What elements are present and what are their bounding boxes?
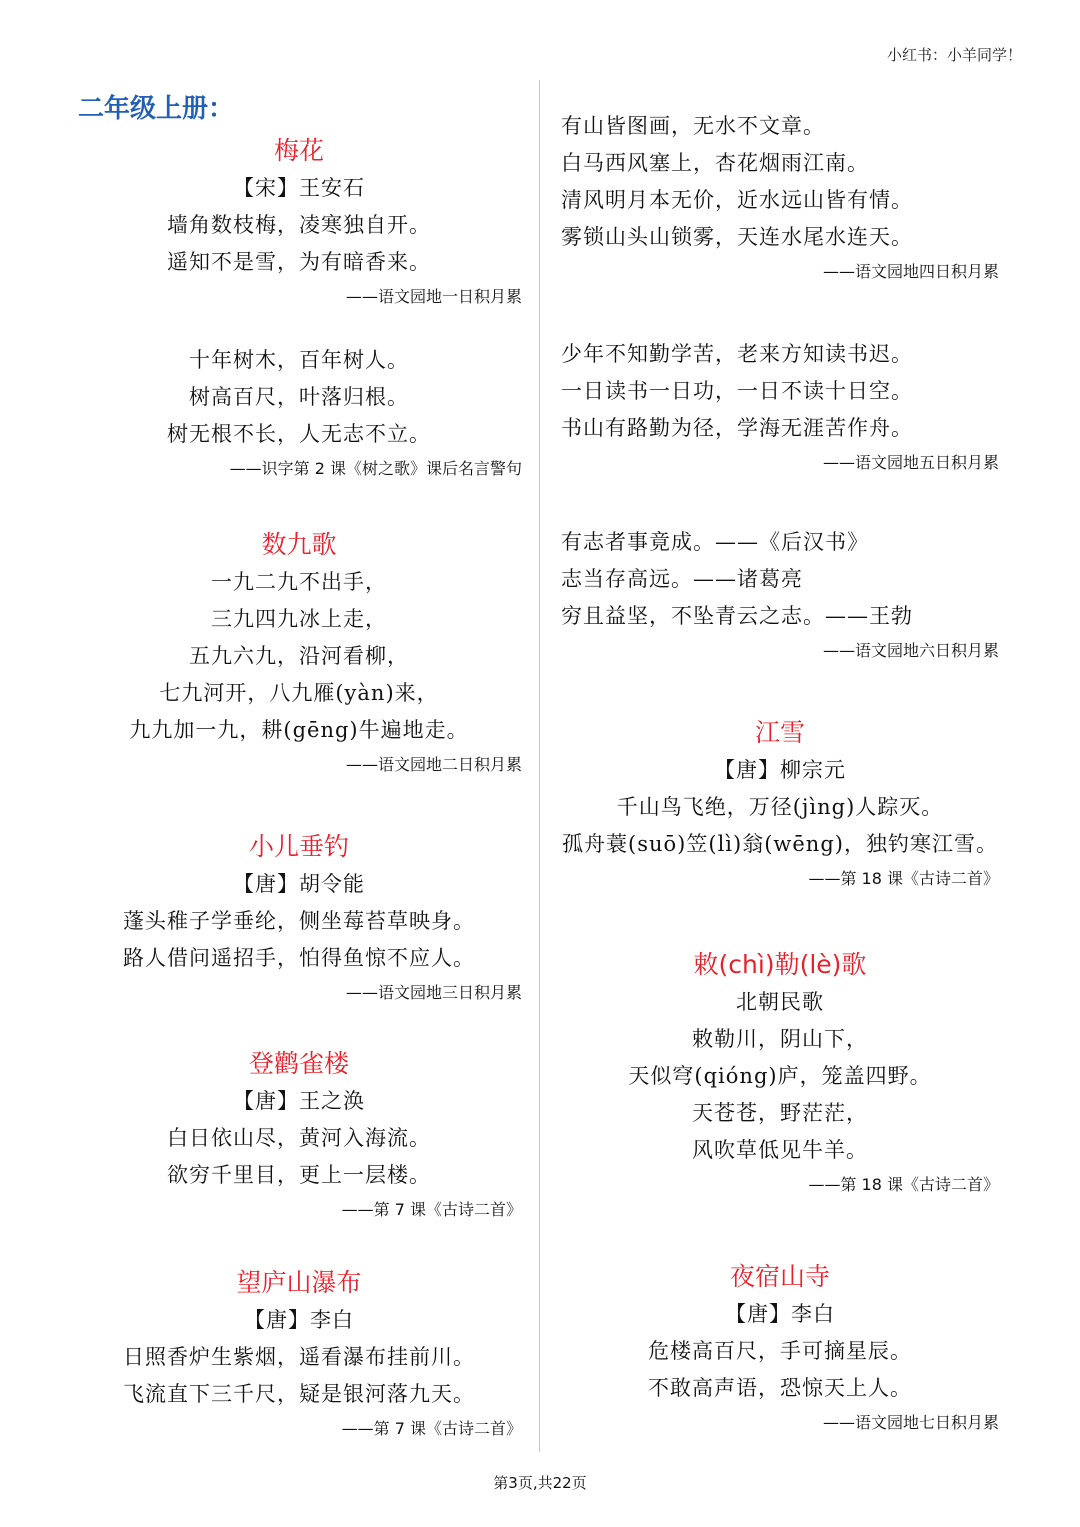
poem-source: ——识字第 2 课《树之歌》课后名言警句 [229, 459, 522, 478]
proverb-block [545, 336, 1015, 479]
poem-source: ——语文园地一日积月累 [345, 287, 522, 306]
poem-line: 五九六九，沿河看柳， [189, 644, 409, 668]
proverb-block [60, 342, 538, 485]
poem-block [60, 828, 538, 1009]
poem-line: 树高百尺，叶落归根。 [189, 385, 409, 409]
poem-source: ——语文园地二日积月累 [345, 755, 522, 774]
poem-line: 日照香炉生紫烟，遥看瀑布挂前川。 [123, 1345, 475, 1369]
poem-line: 三九四九冰上走， [211, 607, 387, 631]
poem-line: 天苍苍，野茫茫， [692, 1101, 868, 1125]
poem-title: 夜宿山寺 [729, 1262, 830, 1291]
poem-line: 九九加一九，耕(gēng)牛遍地走。 [129, 718, 469, 742]
poem-title: 登鹳雀楼 [248, 1049, 349, 1078]
poem-line: 有山皆图画，无水不文章。 [561, 114, 825, 138]
poem-line: 一九二九不出手， [211, 570, 387, 594]
poem-line: 书山有路勤为径，学海无涯苦作舟。 [561, 416, 913, 440]
poem-line: 【唐】柳宗元 [714, 758, 846, 782]
poem-line: 风吹草低见牛羊。 [692, 1138, 868, 1162]
poem-line: 穷且益坚，不坠青云之志。——王勃 [561, 604, 913, 628]
poem-line: 北朝民歌 [736, 990, 824, 1014]
quote-block [545, 524, 1015, 667]
poem-title: 江雪 [754, 718, 805, 747]
poem-line: 墙角数枝梅，凌寒独自开。 [167, 213, 431, 237]
poem-block [545, 946, 1015, 1201]
poem-line: 树无根不长，人无志不立。 [167, 422, 431, 446]
poem-line: 白日依山尽，黄河入海流。 [167, 1126, 431, 1150]
poem-line: 【宋】王安石 [233, 176, 365, 200]
poem-line: 敕勒川，阴山下， [692, 1027, 868, 1051]
poem-title: 小儿垂钓 [248, 832, 349, 861]
poem-block [60, 1264, 538, 1445]
poem-block [60, 526, 538, 781]
poem-title: 数九歌 [261, 530, 337, 559]
poem-line: 飞流直下三千尺，疑是银河落九天。 [123, 1382, 475, 1406]
poem-line: 十年树木，百年树人。 [189, 348, 409, 372]
poem-source: ——第 7 课《古诗二首》 [341, 1419, 522, 1438]
poem-line: 少年不知勤学苦，老来方知读书迟。 [561, 342, 913, 366]
poem-block [545, 714, 1015, 895]
column-divider [539, 80, 540, 1452]
page-number: 第3页,共22页 [493, 1474, 587, 1492]
poem-line: 危楼高百尺，手可摘星辰。 [648, 1339, 912, 1363]
proverb-block [545, 108, 1015, 288]
poem-line: 天似穹(qióng)庐，笼盖四野。 [628, 1064, 932, 1088]
poem-block [545, 1258, 1015, 1439]
poem-line: 清风明月本无价，近水远山皆有情。 [561, 188, 913, 212]
poem-line: 路人借问遥招手，怕得鱼惊不应人。 [123, 946, 475, 970]
poem-source: ——语文园地五日积月累 [822, 453, 999, 472]
poem-source: ——语文园地七日积月累 [822, 1413, 999, 1432]
poem-line: 雾锁山头山锁雾，天连水尾水连天。 [561, 225, 913, 249]
poem-line: 【唐】李白 [244, 1308, 354, 1332]
poem-source: ——第 18 课《古诗二首》 [808, 1175, 999, 1194]
poem-line: 【唐】王之涣 [233, 1089, 365, 1113]
poem-line: 遥知不是雪，为有暗香来。 [167, 250, 431, 274]
poem-line: 欲穷千里目，更上一层楼。 [167, 1163, 431, 1187]
poem-source: ——第 18 课《古诗二首》 [808, 869, 999, 888]
watermark-text: 小红书：小羊同学！ [886, 46, 1022, 64]
poem-source: ——语文园地六日积月累 [822, 641, 999, 660]
poem-line: 蓬头稚子学垂纶，侧坐莓苔草映身。 [123, 909, 475, 933]
poem-title: 敕(chì)勒(lè)歌 [693, 950, 867, 979]
grade-heading: 二年级上册： [78, 94, 235, 124]
poem-line: 一日读书一日功，一日不读十日空。 [561, 379, 913, 403]
poem-title: 梅花 [273, 136, 324, 165]
poem-line: 千山鸟飞绝，万径(jìng)人踪灭。 [616, 795, 944, 819]
poem-line: 七九河开，八九雁(yàn)来， [159, 681, 439, 705]
poem-block [60, 132, 538, 313]
poem-block [60, 1045, 538, 1226]
poem-line: 【唐】李白 [725, 1302, 835, 1326]
poem-source: ——语文园地四日积月累 [822, 262, 999, 281]
poem-line: 志当存高远。——诸葛亮 [561, 567, 803, 591]
poem-line: 孤舟蓑(suō)笠(lì)翁(wēng)，独钓寒江雪。 [562, 832, 998, 856]
poem-title: 望庐山瀑布 [236, 1268, 362, 1297]
poem-line: 白马西风塞上，杏花烟雨江南。 [561, 151, 869, 175]
poem-line: 【唐】胡令能 [233, 872, 365, 896]
poem-line: 不敢高声语，恐惊天上人。 [648, 1376, 912, 1400]
poem-line: 有志者事竟成。——《后汉书》 [561, 530, 869, 554]
poem-source: ——第 7 课《古诗二首》 [341, 1200, 522, 1219]
poem-source: ——语文园地三日积月累 [345, 983, 522, 1002]
